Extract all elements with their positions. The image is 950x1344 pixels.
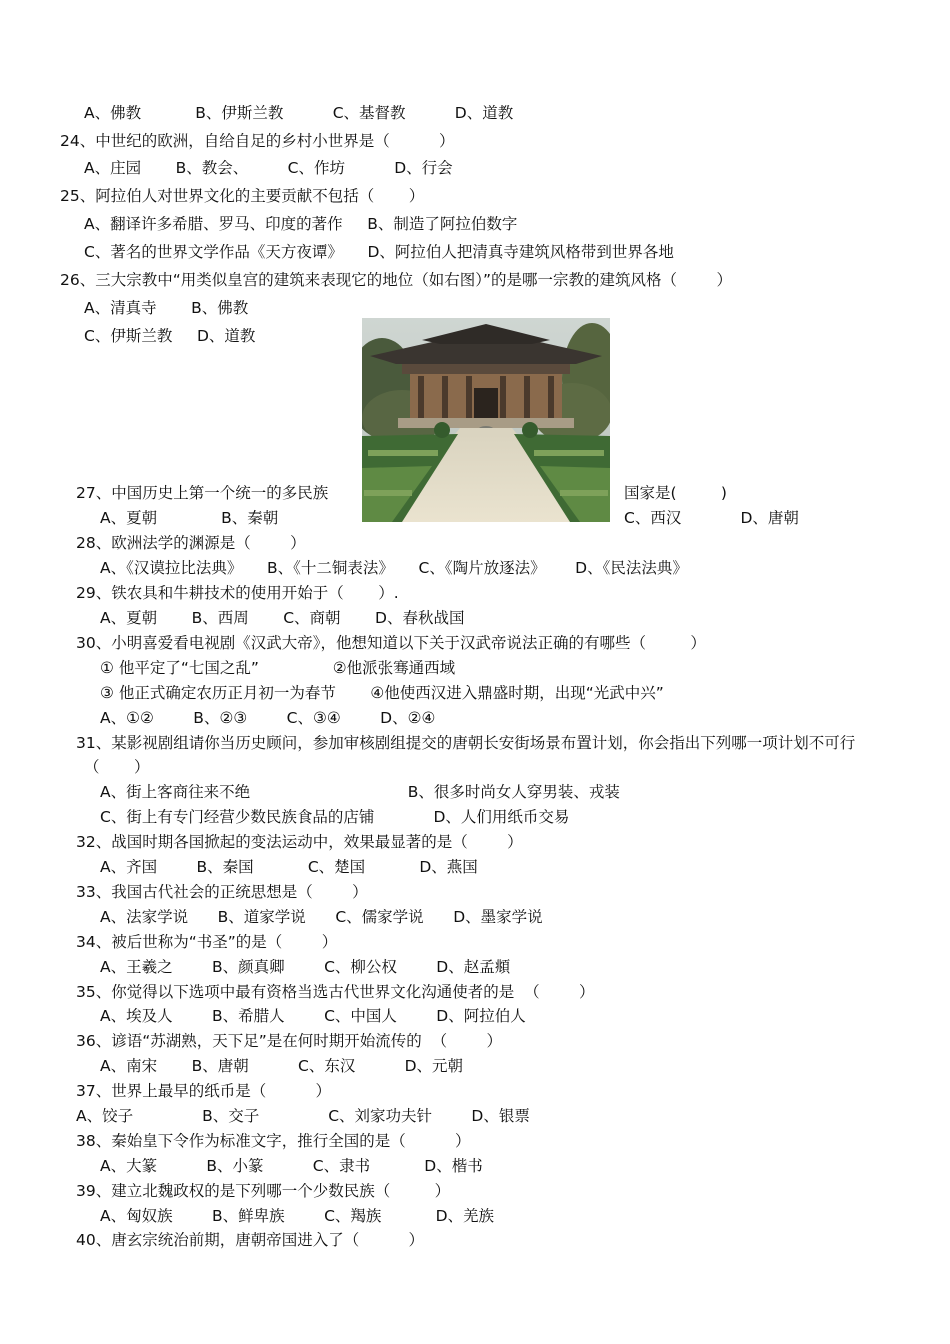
q28-question: 28、欧洲法学的渊源是（ ）	[76, 534, 306, 552]
q32-question: 32、战国时期各国掀起的变法运动中，效果最显著的是（ ）	[76, 833, 523, 851]
q39-question: 39、建立北魏政权的是下列哪一个少数民族（ ）	[76, 1182, 451, 1200]
q37-question: 37、世界上最早的纸币是（ ）	[76, 1082, 331, 1100]
q36-question: 36、谚语“苏湖熟，天下足”是在何时期开始流传的 （ ）	[76, 1032, 503, 1050]
q25-options-cd: C、著名的世界文学作品《天方夜谭》 D、阿拉伯人把清真寺建筑风格带到世界各地	[84, 243, 674, 261]
q27-options-ab: A、夏朝 B、秦朝	[100, 509, 279, 527]
q40-question: 40、唐玄宗统治前期，唐朝帝国进入了（ ）	[76, 1231, 424, 1249]
q30-question: 30、小明喜爱看电视剧《汉武大帝》，他想知道以下关于汉武帝说法正确的有哪些（ ）	[76, 634, 706, 652]
q30-options: A、①② B、②③ C、③④ D、②④	[100, 709, 436, 727]
q24-question: 24、中世纪的欧洲，自给自足的乡村小世界是（ ）	[60, 132, 455, 150]
q35-question: 35、你觉得以下选项中最有资格当选古代世界文化沟通使者的是 （ ）	[76, 983, 595, 1001]
q31-question: 31、某影视剧组请你当历史顾问，参加审核剧组提交的唐朝长安街场景布置计划，你会指出下列哪一项计划不可行	[76, 734, 856, 752]
q27-question-end: 国家是( )	[624, 484, 727, 502]
temple-photo	[362, 318, 610, 522]
q37-options: A、饺子 B、交子 C、刘家功夫针 D、银票	[76, 1107, 530, 1125]
q33-options: A、法家学说 B、道家学说 C、儒家学说 D、墨家学说	[100, 908, 543, 926]
q27-options-cd: C、西汉 D、唐朝	[624, 509, 799, 527]
q26-question: 26、三大宗教中“用类似皇宫的建筑来表现它的地位（如右图）”的是哪一宗教的建筑风格（ ）	[60, 271, 732, 289]
q28-options: A、《汉谟拉比法典》 B、《十二铜表法》 C、《陶片放逐法》 D、《民法法典》	[100, 559, 688, 577]
q29-options: A、夏朝 B、西周 C、商朝 D、春秋战国	[100, 609, 465, 627]
q31-options-ab: A、街上客商往来不绝 B、很多时尚女人穿男装、戎装	[100, 783, 620, 801]
temple-illustration	[362, 318, 610, 522]
q39-options: A、匈奴族 B、鲜卑族 C、羯族 D、羌族	[100, 1207, 495, 1225]
q26-options-ab: A、清真寺 B、佛教	[84, 299, 249, 317]
q23-options: A、佛教 B、伊斯兰教 C、基督教 D、道教	[84, 104, 514, 122]
q26-options-cd: C、伊斯兰教 D、道教	[84, 327, 256, 345]
q35-options: A、埃及人 B、希腊人 C、中国人 D、阿拉伯人	[100, 1007, 526, 1025]
q25-options-ab: A、翻译许多希腊、罗马、印度的著作 B、制造了阿拉伯数字	[84, 215, 518, 233]
q31-options-cd: C、街上有专门经营少数民族食品的店铺 D、人们用纸币交易	[100, 808, 570, 826]
q33-question: 33、我国古代社会的正统思想是（ ）	[76, 883, 368, 901]
q32-options: A、齐国 B、秦国 C、楚国 D、燕国	[100, 858, 478, 876]
q25-question: 25、阿拉伯人对世界文化的主要贡献不包括（ ）	[60, 187, 425, 205]
q30-statements-34: ③ 他正式确定农历正月初一为春节 ④他使西汉进入鼎盛时期，出现“光武中兴”	[100, 684, 664, 702]
q29-question: 29、铁农具和牛耕技术的使用开始于（ ）.	[76, 584, 399, 602]
q31-question-end: （ ）	[84, 758, 150, 776]
q38-options: A、大篆 B、小篆 C、隶书 D、楷书	[100, 1157, 483, 1175]
q36-options: A、南宋 B、唐朝 C、东汉 D、元朝	[100, 1057, 464, 1075]
q30-statements-12: ① 他平定了“七国之乱” ②他派张骞通西域	[100, 659, 456, 677]
q34-question: 34、被后世称为“书圣”的是（ ）	[76, 933, 338, 951]
q27-question: 27、中国历史上第一个统一的多民族	[76, 484, 329, 502]
q34-options: A、王羲之 B、颜真卿 C、柳公权 D、赵孟頫	[100, 958, 511, 976]
q24-options: A、庄园 B、教会、 C、作坊 D、行会	[84, 159, 453, 177]
q38-question: 38、秦始皇下令作为标准文字，推行全国的是（ ）	[76, 1132, 471, 1150]
